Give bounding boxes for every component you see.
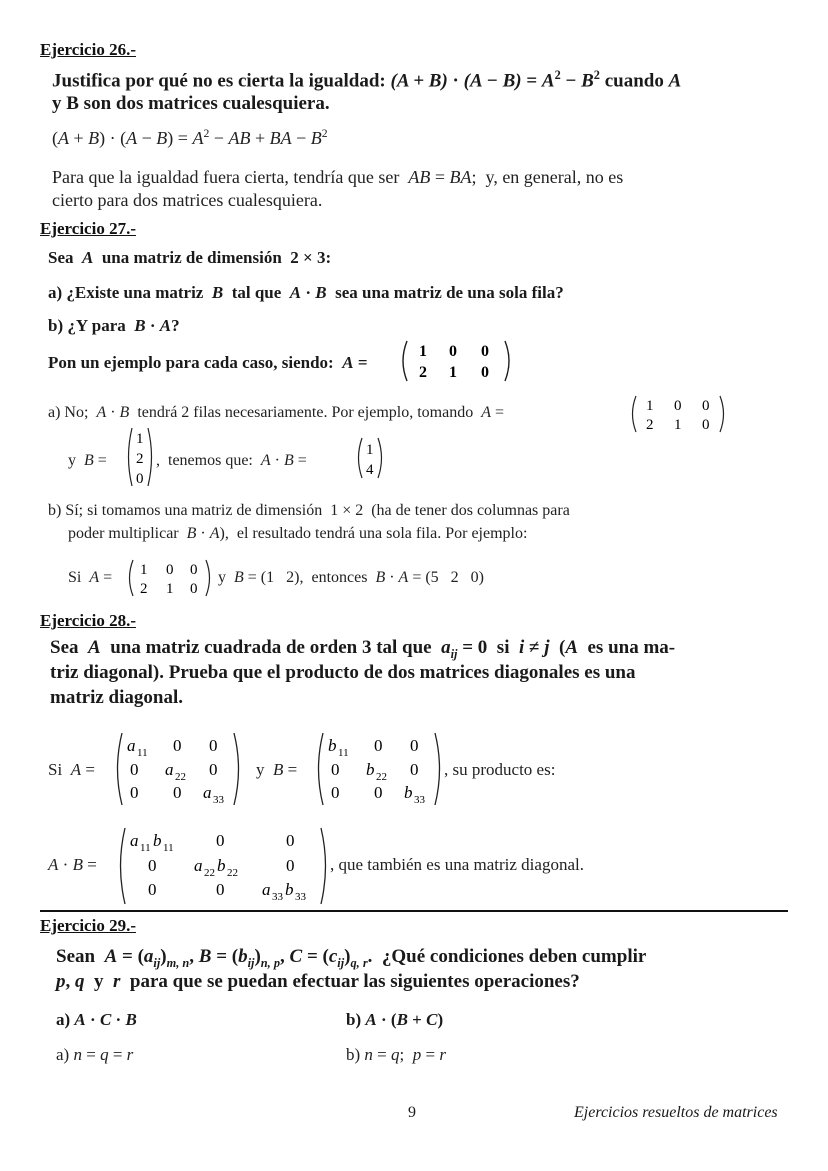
svg-text:0: 0 xyxy=(166,562,174,578)
ej27-matrix-B-column xyxy=(125,426,155,488)
ej27-answer-b-matrix-A xyxy=(126,558,214,598)
svg-text:0: 0 xyxy=(216,831,225,850)
svg-text:11: 11 xyxy=(140,842,151,854)
svg-text:0: 0 xyxy=(130,760,139,779)
ej27-answer-b-line1: b) Sí; si tomamos una matriz de dimensión 1 × 2 (ha de tener dos columnas para xyxy=(48,502,570,519)
svg-text:11: 11 xyxy=(163,842,174,854)
svg-text:0: 0 xyxy=(130,783,139,802)
ej29-answer-b: b) n = q; p = r xyxy=(346,1045,446,1064)
heading-ej28: Ejercicio 28.- xyxy=(40,611,136,630)
svg-text:0: 0 xyxy=(410,736,419,755)
svg-text:0: 0 xyxy=(209,760,218,779)
svg-text:b: b xyxy=(217,856,226,875)
svg-text:2: 2 xyxy=(140,581,148,597)
svg-text:1: 1 xyxy=(166,581,174,597)
ej27-answer-b-line2: poder multiplicar B · A), el resultado tendrá una sola fila. Por ejemplo: xyxy=(68,525,528,542)
svg-text:33: 33 xyxy=(295,891,306,903)
ej27-question-2: a) ¿Existe una matriz B tal que A · B sea una matriz de una sola fila? xyxy=(48,283,564,302)
svg-text:22: 22 xyxy=(376,771,387,783)
svg-text:33: 33 xyxy=(272,891,283,903)
section-divider xyxy=(40,910,788,912)
svg-text:0: 0 xyxy=(481,364,489,381)
svg-text:b: b xyxy=(153,831,162,850)
ej28-answer-line1-pre: Si A = xyxy=(48,760,95,779)
heading-ej29: Ejercicio 29.- xyxy=(40,916,136,935)
ej26-answer-line1: Para que la igualdad fuera cierta, tendría que ser AB = BA; y, en general, no es xyxy=(52,167,624,187)
ej28-matrix-B-diagonal xyxy=(314,731,444,807)
svg-text:0: 0 xyxy=(331,760,340,779)
ej27-answer-a-line2-pre: y B = xyxy=(68,452,107,469)
ej27-answer-a-line1: a) No; A · B tendrá 2 filas necesariamente. Por ejemplo, tomando A = xyxy=(48,404,505,421)
footer-title: Ejercicios resueltos de matrices xyxy=(574,1104,778,1121)
ej26-answer-line2: cierto para dos matrices cualesquiera. xyxy=(52,190,323,210)
svg-text:22: 22 xyxy=(227,867,238,879)
svg-text:0: 0 xyxy=(374,736,383,755)
ej28-matrix-AB-diagonal xyxy=(116,826,330,906)
svg-text:1: 1 xyxy=(136,431,144,447)
ej27-answer-b-line3-pre: Si A = xyxy=(68,569,113,586)
ej27-matrix-AB xyxy=(355,436,385,480)
ej29-question-line1: Sean $A = (a_{ij})_{m, n}$, $B = (b_{ij})_{n, p}$, $C = (c_{ij})_{q, r}$. ¿Qué condiciones deben cumplir xyxy=(56,946,647,970)
svg-text:0: 0 xyxy=(148,880,157,899)
ej29-operation-a: a) A · C · B xyxy=(56,1010,137,1029)
ej26-question-line2: y B son dos matrices cualesquiera. xyxy=(52,93,330,114)
svg-text:a: a xyxy=(127,736,136,755)
ej26-question-line1: Justifica por qué no es cierta la igualdad: $(A + B) \cdot (A - B) = A^2 - B^2$ cuando A xyxy=(52,68,682,92)
svg-text:0: 0 xyxy=(173,736,182,755)
svg-text:0: 0 xyxy=(148,856,157,875)
svg-text:2: 2 xyxy=(136,451,144,467)
svg-text:4: 4 xyxy=(366,462,374,478)
ej27-question-1: Sea A una matriz de dimensión 2 × 3: xyxy=(48,248,332,267)
svg-text:2: 2 xyxy=(419,364,427,381)
svg-text:0: 0 xyxy=(286,831,295,850)
svg-text:0: 0 xyxy=(173,783,182,802)
svg-text:0: 0 xyxy=(216,880,225,899)
svg-text:0: 0 xyxy=(209,736,218,755)
ej28-question-line2: triz diagonal). Prueba que el producto de dos matrices diagonales es una xyxy=(50,662,636,683)
svg-text:0: 0 xyxy=(286,856,295,875)
svg-text:11: 11 xyxy=(338,747,349,759)
ej27-question-3: b) ¿Y para B · A? xyxy=(48,316,180,335)
svg-text:b: b xyxy=(285,880,294,899)
svg-text:b: b xyxy=(366,760,375,779)
svg-text:0: 0 xyxy=(702,398,710,414)
svg-text:11: 11 xyxy=(137,747,148,759)
ej28-answer-line1-post: , su producto es: xyxy=(444,760,556,779)
svg-text:0: 0 xyxy=(410,760,419,779)
svg-text:1: 1 xyxy=(366,442,374,458)
ej28-matrix-A-diagonal xyxy=(113,731,243,807)
svg-text:a: a xyxy=(165,760,174,779)
svg-text:22: 22 xyxy=(204,867,215,879)
ej27-matrix-A xyxy=(397,338,517,384)
ej26-answer-formula: $(A + B) \cdot (A - B) = A^2$ − AB + BA − $B^2$ xyxy=(52,127,328,148)
ej29-question-line2: p, q y r para que se puedan efectuar las siguientes operaciones? xyxy=(56,971,580,992)
svg-text:0: 0 xyxy=(136,471,144,487)
ej28-question-line1: Sea A una matriz cuadrada de orden 3 tal que $a_{ij} = 0$ si i ≠ j (A es una ma- xyxy=(50,637,676,661)
ej27-question-4: Pon un ejemplo para cada caso, siendo: A = xyxy=(48,353,368,372)
svg-text:33: 33 xyxy=(414,794,425,806)
ej27-answer-matrix-A xyxy=(628,394,728,434)
svg-text:0: 0 xyxy=(449,343,457,360)
svg-text:1: 1 xyxy=(140,562,148,578)
svg-text:2: 2 xyxy=(646,417,654,433)
ej27-answer-b-line3-post: y B = (1 2), entonces B · A = (5 2 0) xyxy=(218,569,485,586)
svg-text:1: 1 xyxy=(674,417,682,433)
svg-text:0: 0 xyxy=(481,343,489,360)
svg-text:1: 1 xyxy=(646,398,654,414)
heading-ej26: Ejercicio 26.- xyxy=(40,40,136,59)
svg-text:22: 22 xyxy=(175,771,186,783)
svg-text:1: 1 xyxy=(449,364,457,381)
ej28-answer-line1-mid: y B = xyxy=(256,760,298,779)
svg-text:0: 0 xyxy=(374,783,383,802)
ej29-operation-b: b) A · (B + C) xyxy=(346,1010,444,1029)
svg-text:0: 0 xyxy=(674,398,682,414)
ej28-answer-line2-pre: A · B = xyxy=(48,855,97,874)
svg-text:a: a xyxy=(203,783,212,802)
heading-ej27: Ejercicio 27.- xyxy=(40,219,136,238)
footer-page-number: 9 xyxy=(408,1104,416,1121)
svg-text:33: 33 xyxy=(213,794,224,806)
ej28-answer-line2-post: , que también es una matriz diagonal. xyxy=(330,855,584,874)
svg-text:0: 0 xyxy=(331,783,340,802)
svg-text:b: b xyxy=(404,783,413,802)
svg-text:a: a xyxy=(262,880,271,899)
svg-text:0: 0 xyxy=(702,417,710,433)
ej28-question-line3: matriz diagonal. xyxy=(50,687,183,708)
svg-text:0: 0 xyxy=(190,581,198,597)
svg-text:1: 1 xyxy=(419,343,427,360)
svg-text:b: b xyxy=(328,736,337,755)
svg-text:a: a xyxy=(194,856,203,875)
svg-text:a: a xyxy=(130,831,139,850)
ej29-answer-a: a) n = q = r xyxy=(56,1045,134,1064)
ej27-answer-a-line2-mid: , tenemos que: A · B = xyxy=(156,452,307,469)
svg-text:0: 0 xyxy=(190,562,198,578)
